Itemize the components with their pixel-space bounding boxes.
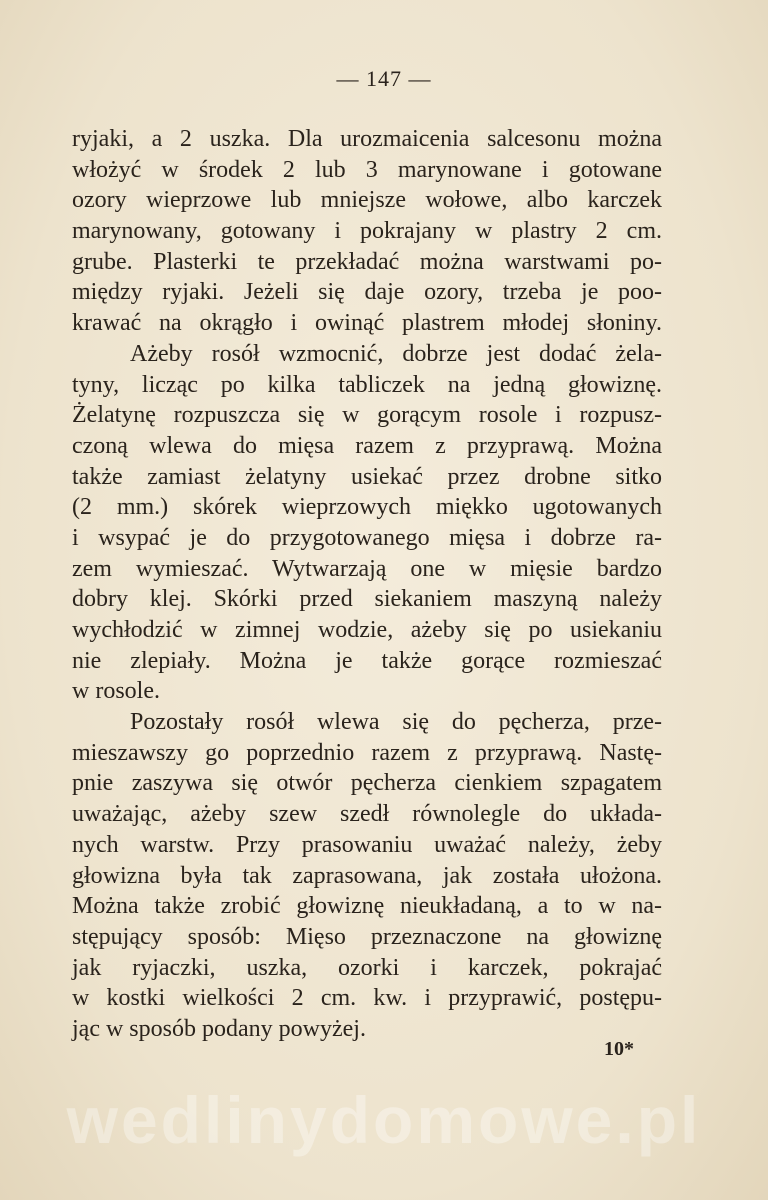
- text-line: jak ryjaczki, uszka, ozorki i karczek, pokrajać: [72, 954, 662, 981]
- text-line: włożyć w środek 2 lub 3 marynowane i gotowane: [72, 156, 662, 183]
- text-line: nych warstw. Przy prasowaniu uważać należy, żeby: [72, 831, 662, 858]
- text-line: także zamiast żelatyny usiekać przez drobne sitko: [72, 463, 662, 490]
- text-line: marynowany, gotowany i pokrajany w plastry 2 cm.: [72, 218, 662, 245]
- text-line: w kostki wielkości 2 cm. kw. i przyprawić, postępu-: [72, 985, 662, 1012]
- text-line: między ryjaki. Jeżeli się daje ozory, trzeba je poo-: [72, 279, 662, 306]
- paragraph-last-line: w rosole.: [72, 678, 160, 705]
- text-line: Można także zrobić głowiznę nieukładaną, a to w na-: [72, 893, 662, 920]
- text-line: stępujący sposób: Mięso przeznaczone na głowiznę: [72, 923, 662, 950]
- text-line: uważając, ażeby szew szedł równolegle do układa-: [72, 801, 662, 828]
- paragraph-first-line: Ażeby rosół wzmocnić, dobrze jest dodać żela-: [130, 340, 662, 367]
- text-line: czoną wlewa do mięsa razem z przyprawą. Można: [72, 432, 662, 459]
- text-line: (2 mm.) skórek wieprzowych miękko ugotowanych: [72, 494, 662, 521]
- text-line: tyny, licząc po kilka tabliczek na jedną głowiznę.: [72, 371, 662, 398]
- text-line: mieszawszy go poprzednio razem z przyprawą. Nastę-: [72, 739, 662, 766]
- paragraph-last-line: jąc w sposób podany powyżej.: [72, 1015, 366, 1042]
- text-line: nie zlepiały. Można je także gorące rozmieszać: [72, 647, 662, 674]
- text-line: zem wymieszać. Wytwarzają one w mięsie bardzo: [72, 555, 662, 582]
- page-number: — 147 —: [336, 66, 432, 91]
- text-line: ryjaki, a 2 uszka. Dla urozmaicenia salcesonu można: [72, 126, 662, 152]
- text-line: grube. Plasterki te przekładać można warstwami po-: [72, 248, 662, 275]
- text-line: wychłodzić w zimnej wodzie, ażeby się po usiekaniu: [72, 617, 662, 643]
- text-line: i wsypać je do przygotowanego mięsa i dobrze ra-: [72, 524, 662, 551]
- text-body: [72, 124, 662, 1045]
- paragraph-first-line: Pozostały rosół wlewa się do pęcherza, prze-: [130, 709, 662, 736]
- signature-mark: 10*: [604, 1038, 634, 1060]
- text-line: dobry klej. Skórki przed siekaniem maszyną należy: [72, 586, 662, 613]
- text-line: głowizna była tak zaprasowana, jak została ułożona.: [72, 862, 662, 889]
- text-line: krawać na okrągło i owinąć plastrem młodej słoniny.: [72, 310, 662, 337]
- watermark: wedlinydomowe.pl: [66, 1083, 702, 1157]
- text-line: pnie zaszywa się otwór pęcherza cienkiem szpagatem: [72, 770, 662, 797]
- text-line: Żelatynę rozpuszcza się w gorącym rosole i rozpusz-: [72, 402, 662, 429]
- text-line: ozory wieprzowe lub mniejsze wołowe, albo karczek: [72, 187, 662, 214]
